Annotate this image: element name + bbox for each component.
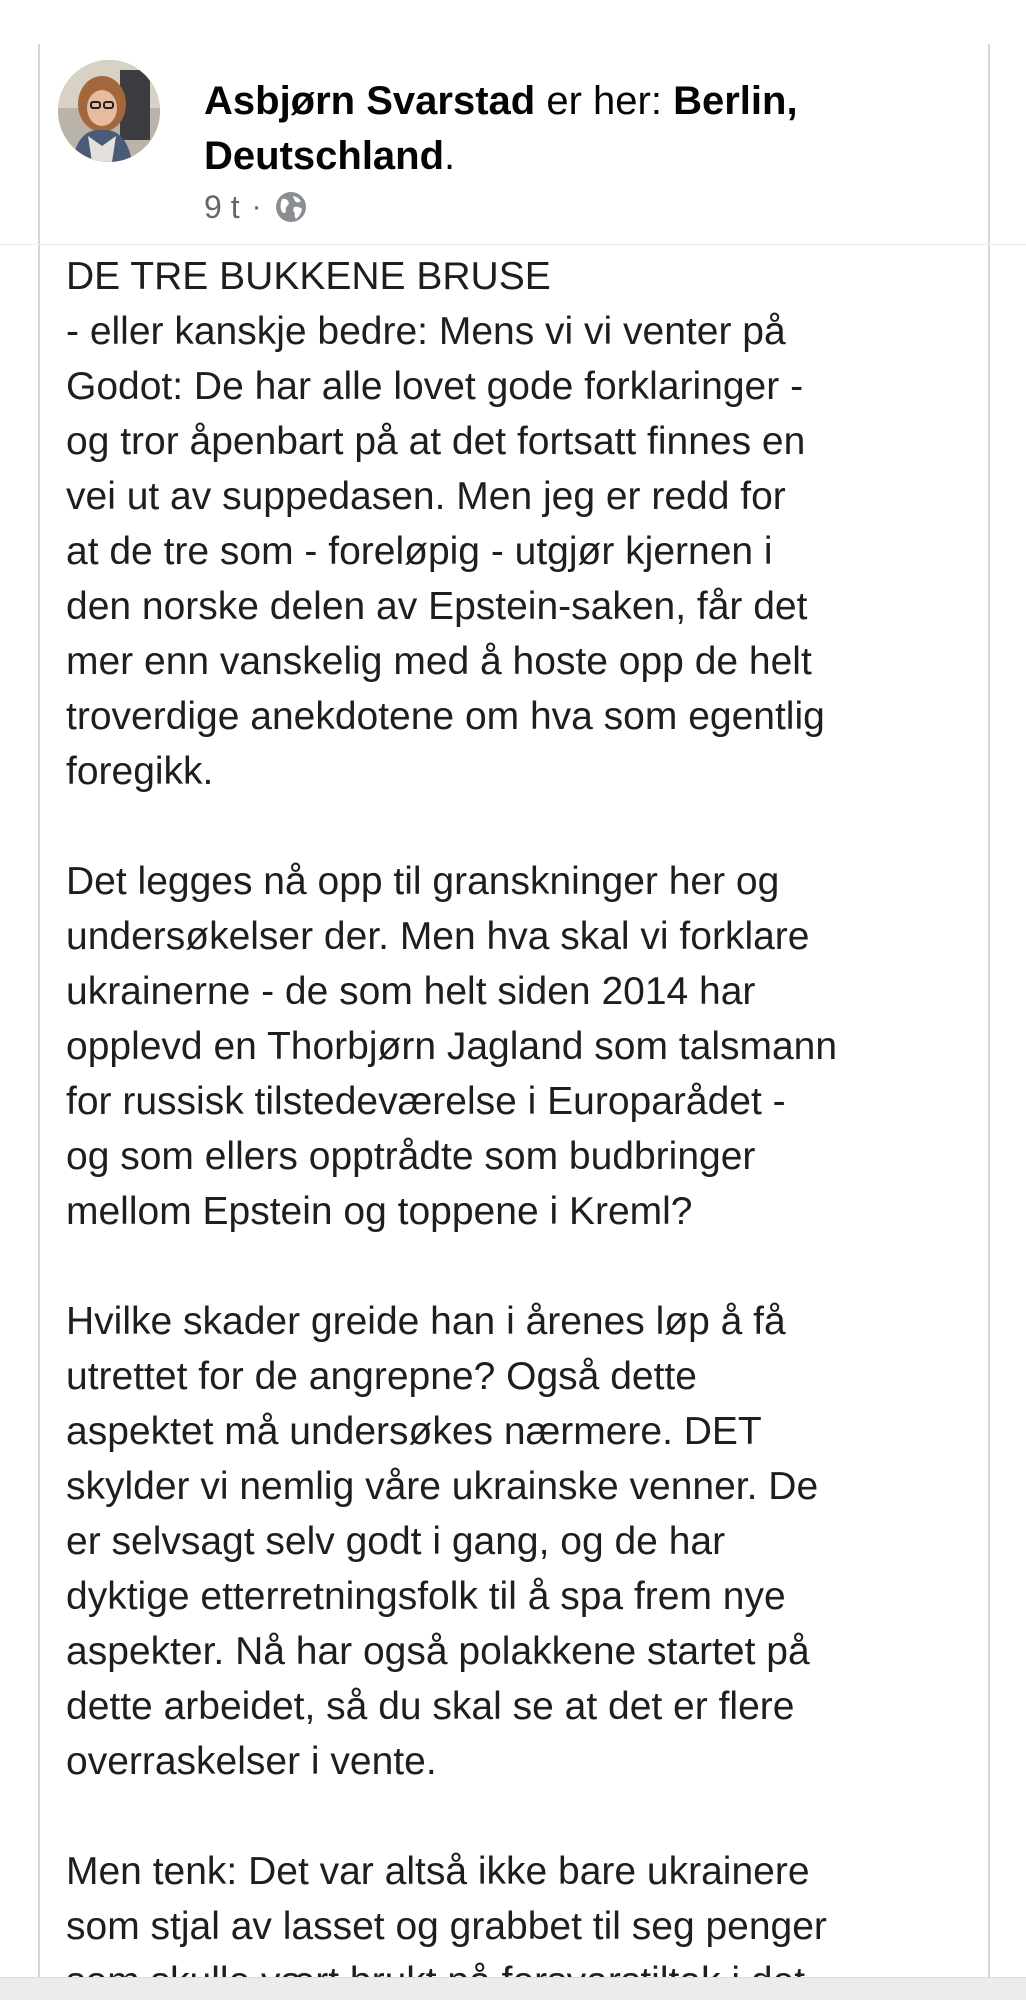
location-line-1[interactable]: Berlin, — [673, 79, 798, 123]
header-divider — [0, 244, 1026, 245]
text-line: ukrainerne - de som helt siden 2014 har — [66, 970, 756, 1013]
text-line: mellom Epstein og toppene i Kreml? — [66, 1190, 693, 1233]
post-text — [66, 249, 966, 2000]
avatar[interactable] — [58, 60, 160, 162]
feed-left-border — [38, 44, 40, 2000]
post-timestamp[interactable]: 9 t — [204, 188, 240, 225]
text-line: og som ellers opptrådte som budbringer — [66, 1135, 756, 1178]
text-line: utrettet for de angrepne? Også dette — [66, 1355, 697, 1398]
text-line: aspekter. Nå har også polakkene startet på — [66, 1630, 810, 1673]
text-line: aspektet må undersøkes nærmere. DET — [66, 1410, 762, 1453]
text-line: Hvilke skader greide han i årenes løp å få — [66, 1300, 786, 1343]
text-line: at de tre som - foreløpig - utgjør kjernen i — [66, 530, 773, 573]
post-meta — [204, 186, 308, 228]
paragraph-2 — [66, 854, 966, 1239]
paragraph-3 — [66, 1294, 966, 1789]
text-line: Men tenk: Det var altså ikke bare ukrainere — [66, 1850, 810, 1893]
text-line: som stjal av lasset og grabbet til seg penger — [66, 1905, 827, 1948]
location-suffix: . — [444, 134, 456, 178]
checkin-connector: er her: — [546, 79, 662, 123]
text-line: dette arbeidet, så du skal se at det er flere — [66, 1685, 795, 1728]
text-line: Det legges nå opp til granskninger her og — [66, 860, 780, 903]
text-line: opplevd en Thorbjørn Jagland som talsmann — [66, 1025, 838, 1068]
bottom-bar — [0, 1977, 1026, 2000]
avatar-photo — [58, 60, 160, 162]
text-line: for russisk tilstedeværelse i Europarådet - — [66, 1080, 786, 1123]
location-line-2[interactable]: Deutschland — [204, 134, 445, 178]
text-line: skylder vi nemlig våre ukrainske venner. De — [66, 1465, 819, 1508]
paragraph-1 — [66, 249, 966, 799]
text-line: er selvsagt selv godt i gang, og de har — [66, 1520, 726, 1563]
text-line: foregikk. — [66, 750, 214, 793]
text-line: dyktige etterretningsfolk til å spa frem nye — [66, 1575, 786, 1618]
text-line: - eller kanskje bedre: Mens vi vi venter på — [66, 310, 786, 353]
text-line: overraskelser i vente. — [66, 1740, 437, 1783]
text-line: den norske delen av Epstein-saken, får det — [66, 585, 808, 628]
post-header — [204, 74, 904, 184]
text-line: og tror åpenbart på at det fortsatt finnes en — [66, 420, 806, 463]
text-line: DE TRE BUKKENE BRUSE — [66, 255, 551, 298]
text-line: undersøkelser der. Men hva skal vi forklare — [66, 915, 810, 958]
text-line: Godot: De har alle lovet gode forklaringer - — [66, 365, 804, 408]
feed-right-border — [988, 44, 990, 2000]
meta-separator: · — [251, 190, 262, 223]
text-line: troverdige anekdotene om hva som egentlig — [66, 695, 825, 738]
globe-icon[interactable] — [274, 190, 308, 224]
author-name[interactable]: Asbjørn Svarstad — [204, 79, 536, 123]
text-line: mer enn vanskelig med å hoste opp de helt — [66, 640, 812, 683]
text-line: vei ut av suppedasen. Men jeg er redd for — [66, 475, 786, 518]
